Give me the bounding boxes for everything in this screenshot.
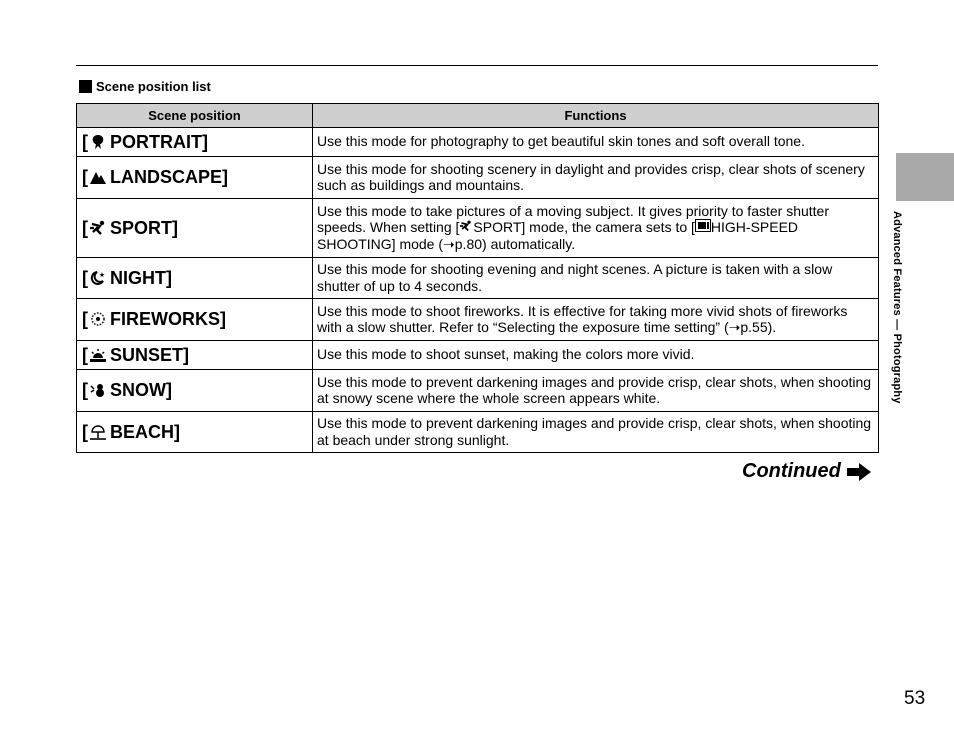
table-row: [77, 128, 879, 157]
portrait-icon: [88, 134, 108, 153]
sunset-icon: [88, 347, 108, 366]
table-row: [77, 412, 879, 453]
scene-name-portrait: [ PORTRAIT]: [77, 128, 313, 157]
right-arrow-icon: [846, 462, 872, 482]
scene-description: Use this mode for photography to get beautiful skin tones and soft overall tone.: [313, 128, 879, 157]
arrow-icon: ➝: [728, 319, 741, 335]
scene-position-table: [76, 103, 879, 453]
page-number: 53: [904, 688, 926, 709]
table-row: [77, 199, 879, 258]
sport-icon: [459, 220, 473, 232]
section-heading: [79, 79, 211, 94]
table-row: [77, 370, 879, 412]
scene-name-beach: [ BEACH]: [77, 412, 313, 453]
scene-name-landscape: [ LANDSCAPE]: [77, 157, 313, 199]
scene-description: Use this mode to prevent darkening images and provide crisp, clear shots, when shooting at snowy scene where the whole screen appears white.: [313, 370, 879, 412]
scene-name-night: [ NIGHT]: [77, 258, 313, 299]
table-header-row: [77, 104, 879, 128]
top-rule: [76, 65, 878, 66]
arrow-icon: ➝: [443, 235, 455, 252]
scene-description: Use this mode for shooting scenery in daylight and provides crisp, clear shots of scenery such as buildings and mountains.: [313, 157, 879, 199]
night-icon: [88, 270, 108, 289]
high-speed-shooting-icon: [695, 219, 711, 232]
section-tab-marker: [896, 153, 954, 201]
scene-description: Use this mode to shoot sunset, making the colors more vivid.: [313, 341, 879, 370]
continued-indicator: [742, 460, 872, 483]
square-bullet-icon: [79, 80, 92, 93]
snow-icon: [88, 382, 108, 401]
scene-description: Use this mode to shoot fireworks. It is effective for taking more vivid shots of fireworks with a slow shutter. Refer to “Selecting the exposure time setting” (➝p.55).: [313, 299, 879, 341]
scene-description: Use this mode to prevent darkening images and provide crisp, clear shots, when shooting at beach under strong sunlight.: [313, 412, 879, 453]
sport-icon: [88, 220, 108, 239]
table-row: [77, 258, 879, 299]
scene-description: Use this mode for shooting evening and night scenes. A picture is taken with a slow shutter of up to 4 seconds.: [313, 258, 879, 299]
scene-name-sunset: [ SUNSET]: [77, 341, 313, 370]
table-row: [77, 341, 879, 370]
scene-name-fireworks: [ FIREWORKS]: [77, 299, 313, 341]
beach-icon: [88, 424, 108, 443]
continued-label: Continued: [742, 460, 841, 482]
table-row: [77, 157, 879, 199]
fireworks-icon: [88, 311, 108, 330]
scene-name-snow: [ SNOW]: [77, 370, 313, 412]
column-header-functions: Functions: [313, 104, 879, 128]
scene-description: Use this mode to take pictures of a moving subject. It gives priority to faster shutter speeds. When setting [ SPORT] mode, the camera sets to [ HIGH-SPEED SHOOTING] mode (➝p.80) automatically.: [313, 199, 879, 258]
column-header-scene-position: Scene position: [77, 104, 313, 128]
section-title: Scene position list: [96, 79, 211, 94]
landscape-icon: [88, 169, 108, 188]
scene-name-sport: [ SPORT]: [77, 199, 313, 258]
side-caption: Advanced Features — Photography: [891, 211, 903, 404]
table-row: [77, 299, 879, 341]
